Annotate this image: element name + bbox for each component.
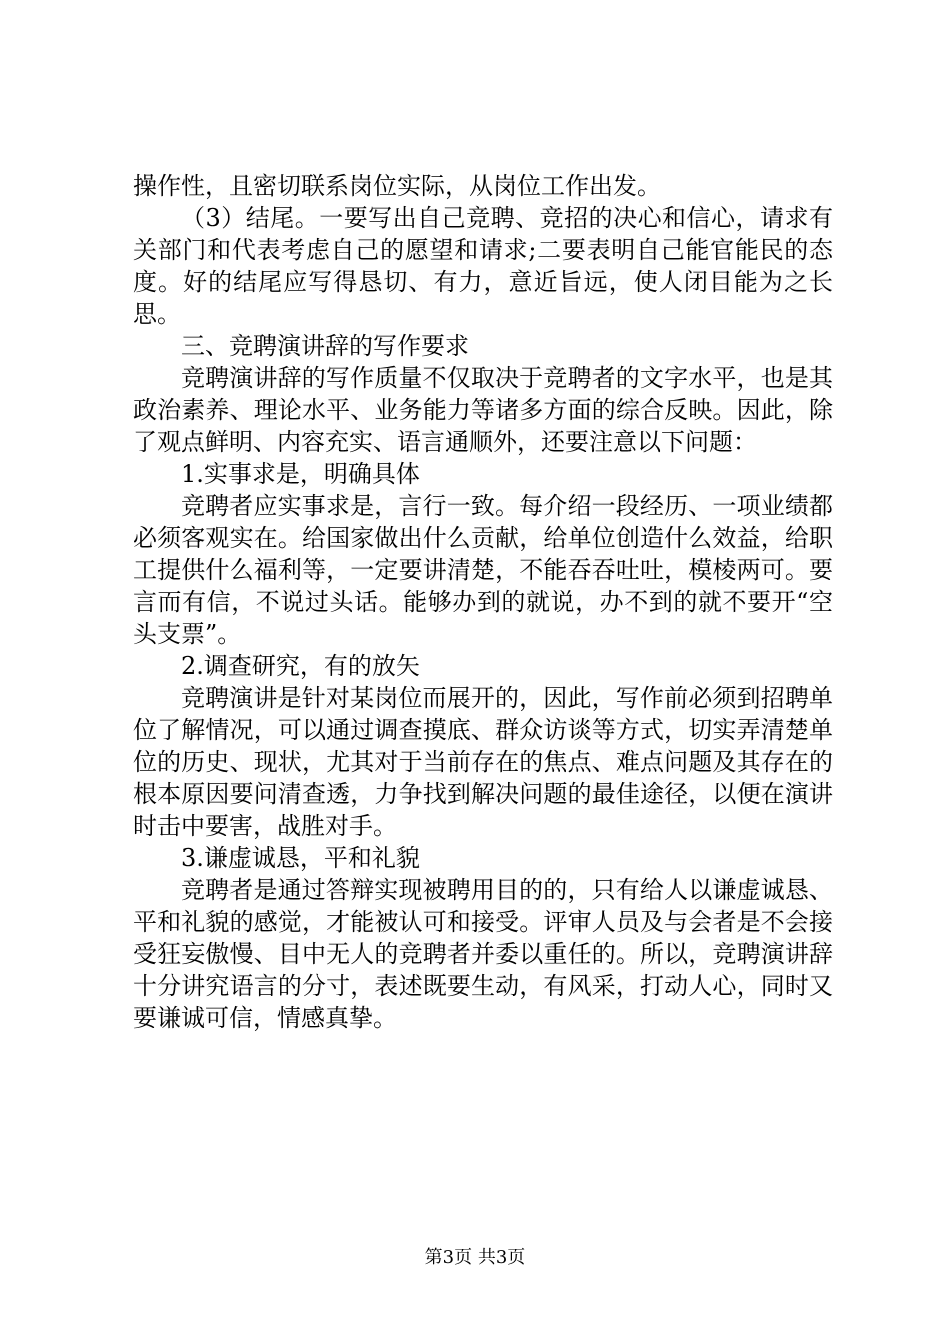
paragraph-humility: 竞聘者是通过答辩实现被聘用目的的，只有给人以谦虚诚恳、平和礼貌的感觉，才能被认可和接受。评审人员及与会者是不会接受狂妄傲慢、目中无人的竞聘者并委以重任的。所以，竞聘演讲辞十分讲究语言的分寸，表述既要生动，有风采，打动人心，同时又要谦诚可信，情感真挚。 — [133, 876, 833, 1032]
paragraph-seek-truth: 竞聘者应实事求是，言行一致。每介绍一段经历、一项业绩都必须客观实在。给国家做出什么贡献，给单位创造什么效益，给职工提供什么福利等，一定要讲清楚，不能吞吞吐吐，模棱两可。要言而有信，不说过头话。能够办到的就说，办不到的就不要开“空头支票”。 — [133, 492, 833, 648]
paragraph-continuation: 操作性，且密切联系岗位实际，从岗位工作出发。 — [133, 172, 661, 200]
paragraph-writing-quality: 竞聘演讲辞的写作质量不仅取决于竞聘者的文字水平，也是其政治素养、理论水平、业务能力等诸多方面的综合反映。因此，除了观点鲜明、内容充实、语言通顺外，还要注意以下问题： — [133, 364, 833, 456]
subheading-2: 2.调查研究，有的放矢 — [181, 652, 420, 680]
section-heading-writing-requirements: 三、竞聘演讲辞的写作要求 — [181, 332, 469, 360]
subheading-3: 3.谦虚诚恳，平和礼貌 — [181, 844, 420, 872]
page-number-footer: 第3页 共3页 — [424, 1247, 526, 1268]
document-body — [133, 170, 833, 1034]
paragraph-ending-section: （3）结尾。一要写出自己竞聘、竞招的决心和信心，请求有关部门和代表考虑自己的愿望和请求;二要表明自己能官能民的态度。好的结尾应写得恳切、有力，意近旨远，使人闭目能为之长思。 — [133, 204, 833, 328]
subheading-1: 1.实事求是，明确具体 — [181, 460, 420, 488]
paragraph-research: 竞聘演讲是针对某岗位而展开的，因此，写作前必须到招聘单位了解情况，可以通过调查摸底、群众访谈等方式，切实弄清楚单位的历史、现状，尤其对于当前存在的焦点、难点问题及其存在的根本原因要问清查透，力争找到解决问题的最佳途径，以便在演讲时击中要害，战胜对手。 — [133, 684, 833, 840]
